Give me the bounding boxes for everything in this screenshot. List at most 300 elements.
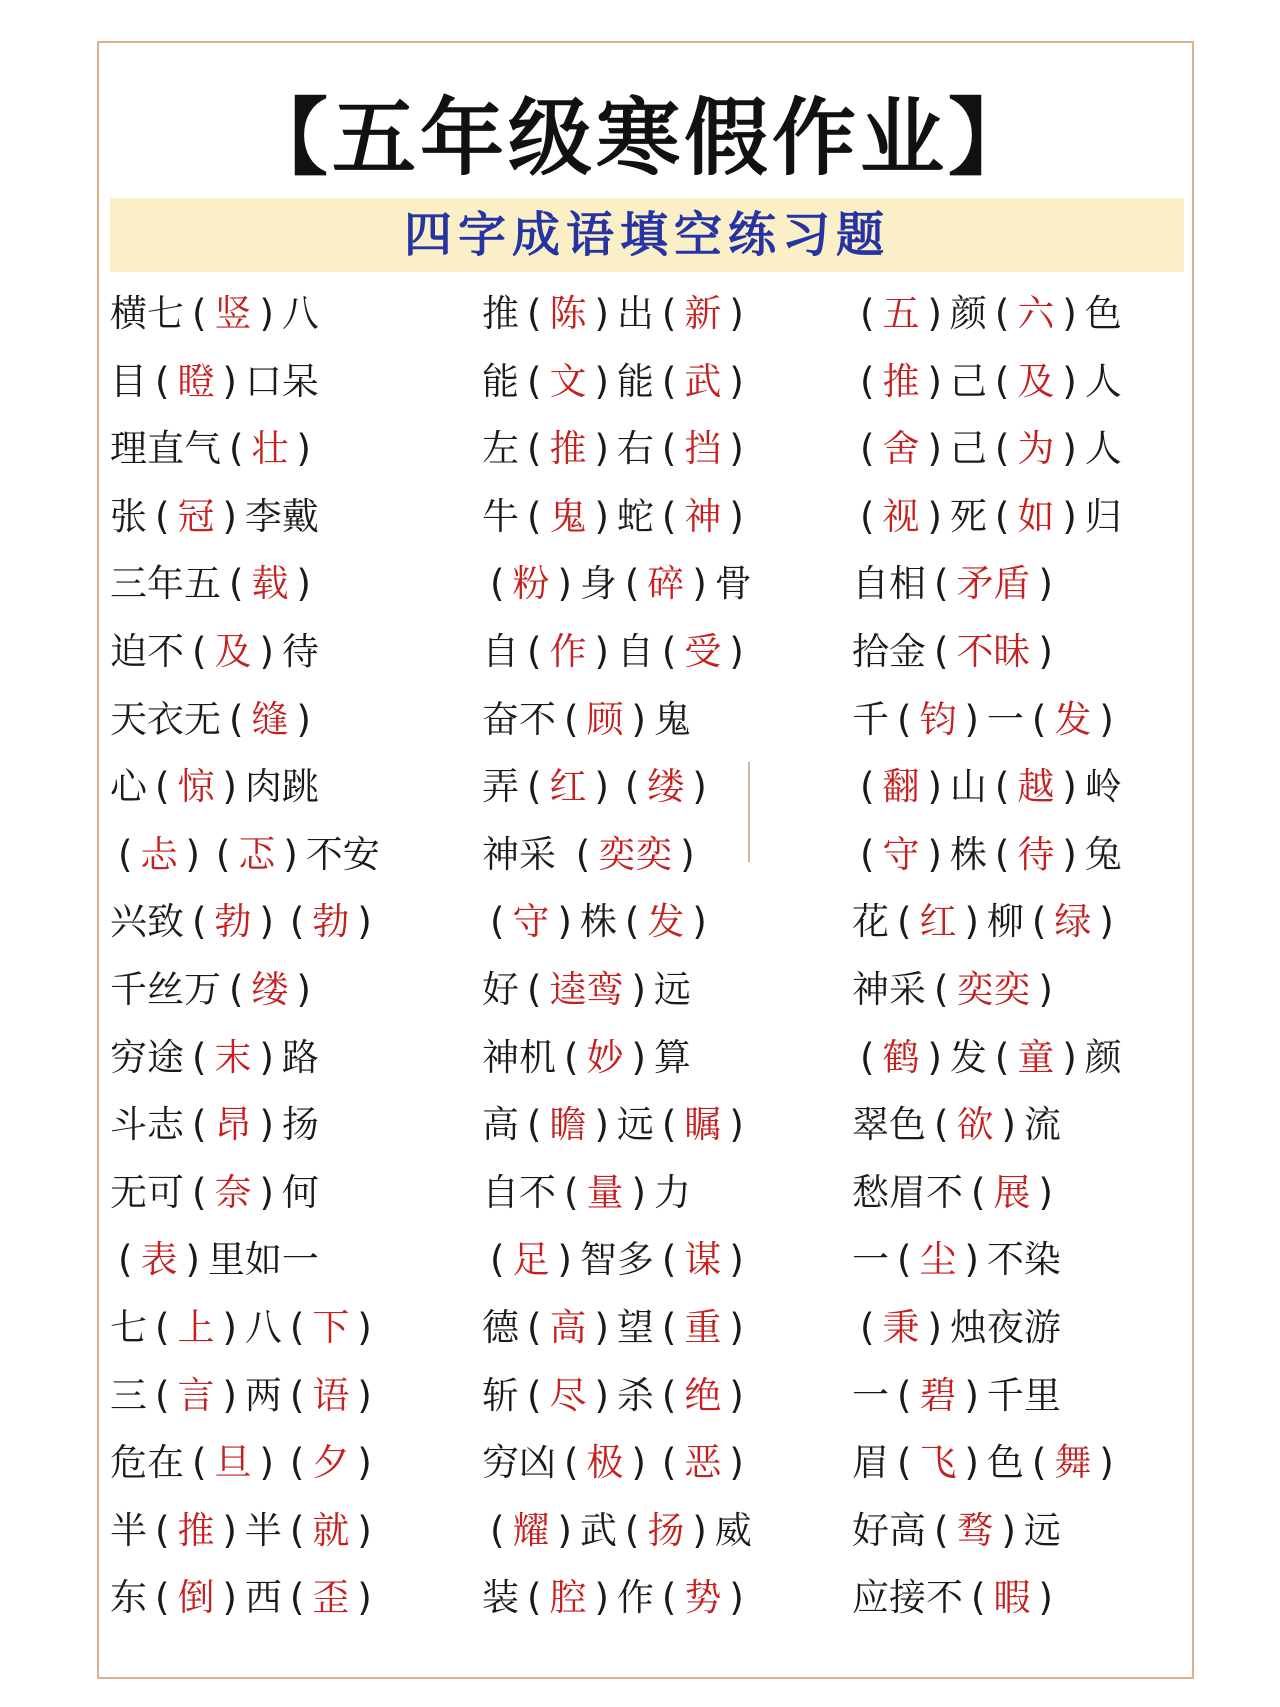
idiom-answer: 语: [312, 1373, 350, 1417]
idiom-text: 不安: [305, 832, 380, 876]
idiom-answer: 势: [684, 1576, 722, 1620]
open-paren: (: [564, 1035, 579, 1079]
idiom-grid: [110, 280, 1190, 1650]
idiom-row: [110, 1159, 470, 1227]
idiom-text: 能: [616, 359, 654, 403]
open-paren: (: [897, 1238, 912, 1282]
open-paren: (: [192, 1170, 207, 1214]
open-paren: (: [971, 1576, 986, 1620]
open-paren: (: [624, 562, 640, 606]
idiom-text: 两: [244, 1373, 282, 1417]
open-paren: (: [1031, 1441, 1047, 1485]
close-paren: ): [729, 359, 744, 403]
close-paren: ): [927, 427, 942, 471]
open-paren: (: [934, 1508, 949, 1552]
idiom-row: [110, 550, 470, 618]
open-paren: (: [624, 1508, 640, 1552]
close-paren: ): [1001, 1103, 1016, 1147]
open-paren: (: [860, 359, 875, 403]
idiom-answer: 绿: [1054, 900, 1092, 944]
open-paren: (: [289, 1508, 305, 1552]
idiom-row: [482, 483, 842, 551]
open-paren: (: [564, 1441, 579, 1485]
idiom-answer: 待: [1017, 832, 1055, 876]
close-paren: ): [259, 1103, 274, 1147]
idiom-row: [110, 1226, 470, 1294]
close-paren: ): [692, 562, 707, 606]
idiom-text: 弄: [482, 765, 519, 809]
idiom-answer: 逵鸾: [549, 967, 624, 1011]
idiom-text: 千丝万: [110, 967, 221, 1011]
idiom-row: [482, 686, 842, 754]
idiom-row: [482, 1159, 842, 1227]
close-paren: ): [259, 292, 274, 335]
open-paren: (: [860, 832, 875, 876]
close-paren: ): [927, 832, 942, 876]
close-paren: ): [729, 494, 744, 538]
close-paren: ): [964, 1238, 979, 1282]
open-paren: (: [897, 900, 912, 944]
idiom-row: [482, 1362, 842, 1430]
close-paren: ): [927, 1035, 942, 1079]
idiom-answer: 作: [549, 629, 587, 673]
open-paren: (: [897, 1373, 912, 1417]
idiom-row: [482, 1497, 842, 1565]
close-paren: ): [594, 629, 609, 673]
close-paren: ): [680, 832, 695, 876]
idiom-row: [482, 1429, 842, 1497]
idiom-text: 横七: [110, 292, 184, 335]
idiom-text: 目: [110, 359, 147, 403]
open-paren: (: [155, 1508, 170, 1552]
idiom-answer: 夕: [312, 1441, 350, 1485]
idiom-row: [852, 753, 1212, 821]
idiom-text: 一: [986, 697, 1024, 741]
idiom-answer: 重: [684, 1305, 722, 1349]
open-paren: (: [527, 292, 542, 335]
close-paren: ): [631, 1170, 646, 1214]
idiom-answer: 越: [1017, 765, 1055, 809]
close-paren: ): [729, 1373, 744, 1417]
idiom-row: [110, 280, 470, 348]
idiom-text: 人: [1084, 359, 1122, 403]
close-paren: ): [1038, 967, 1053, 1011]
close-paren: ): [1038, 629, 1053, 673]
close-paren: ): [1099, 1441, 1114, 1485]
close-paren: ): [927, 1305, 942, 1349]
close-paren: ): [1099, 697, 1114, 741]
idiom-answer: 不昧: [956, 629, 1031, 673]
close-paren: ): [357, 900, 372, 944]
idiom-text: 何: [281, 1170, 319, 1214]
close-paren: ): [222, 359, 237, 403]
idiom-text: 力: [653, 1170, 691, 1214]
close-paren: ): [729, 1238, 744, 1282]
idiom-row: [110, 483, 470, 551]
idiom-answer: 新: [684, 292, 722, 335]
idiom-answer: 视: [882, 494, 920, 538]
idiom-row: [852, 1564, 1212, 1632]
open-paren: (: [994, 765, 1010, 809]
close-paren: ): [594, 765, 609, 809]
open-paren: (: [661, 494, 677, 538]
open-paren: (: [192, 1441, 207, 1485]
close-paren: ): [631, 697, 646, 741]
idiom-text: 色: [1084, 292, 1122, 335]
idiom-row: [110, 348, 470, 416]
open-paren: (: [527, 1373, 542, 1417]
idiom-row: [482, 888, 842, 956]
idiom-row: [110, 415, 470, 483]
open-paren: (: [229, 697, 244, 741]
idiom-answer: 飞: [919, 1441, 957, 1485]
idiom-text: 人: [1084, 427, 1122, 471]
idiom-text: 威: [714, 1508, 752, 1552]
open-paren: (: [661, 1103, 677, 1147]
open-paren: (: [994, 1035, 1010, 1079]
open-paren: (: [994, 494, 1010, 538]
idiom-text: 株: [579, 900, 617, 944]
close-paren: ): [1062, 359, 1077, 403]
idiom-answer: 尘: [919, 1238, 957, 1282]
open-paren: (: [661, 359, 677, 403]
idiom-text: 蛇: [616, 494, 654, 538]
idiom-row: [482, 348, 842, 416]
close-paren: ): [927, 292, 942, 335]
open-paren: (: [934, 967, 949, 1011]
idiom-answer: 尽: [549, 1373, 587, 1417]
idiom-answer: 顾: [586, 697, 624, 741]
subtitle-band: [110, 198, 1184, 272]
open-paren: (: [624, 900, 640, 944]
idiom-text: 千: [852, 697, 889, 741]
idiom-answer: 昂: [214, 1103, 252, 1147]
open-paren: (: [192, 1035, 207, 1079]
idiom-answer: 勃: [214, 900, 252, 944]
open-paren: (: [1031, 900, 1047, 944]
idiom-text: 右: [616, 427, 654, 471]
idiom-text: 三年五: [110, 562, 221, 606]
idiom-text: 理直气: [110, 427, 221, 471]
idiom-text: 张: [110, 494, 147, 538]
idiom-answer: 腔: [549, 1576, 587, 1620]
idiom-answer: 言: [177, 1373, 215, 1417]
idiom-answer: 谋: [684, 1238, 722, 1282]
open-paren: (: [192, 629, 207, 673]
open-paren: (: [155, 1373, 170, 1417]
open-paren: (: [527, 427, 542, 471]
idiom-answer: 守: [882, 832, 920, 876]
close-paren: ): [185, 832, 200, 876]
open-paren: (: [215, 832, 231, 876]
idiom-text: 兔: [1084, 832, 1122, 876]
open-paren: (: [661, 1238, 677, 1282]
idiom-answer: 奕奕: [956, 967, 1031, 1011]
idiom-row: [110, 821, 470, 889]
close-paren: ): [1038, 1576, 1053, 1620]
idiom-answer: 绝: [684, 1373, 722, 1417]
idiom-text: 半: [244, 1508, 282, 1552]
idiom-text: 算: [653, 1035, 691, 1079]
close-paren: ): [927, 494, 942, 538]
open-paren: (: [155, 1305, 170, 1349]
idiom-text: 发: [949, 1035, 987, 1079]
close-paren: ): [1001, 1508, 1016, 1552]
idiom-text: 拾金: [852, 629, 926, 673]
open-paren: (: [192, 292, 207, 335]
open-paren: (: [661, 1305, 677, 1349]
idiom-answer: 壮: [251, 427, 289, 471]
idiom-answer: 勃: [312, 900, 350, 944]
idiom-answer: 上: [177, 1305, 215, 1349]
close-paren: ): [729, 629, 744, 673]
idiom-answer: 钧: [919, 697, 957, 741]
idiom-text: 德: [482, 1305, 519, 1349]
idiom-answer: 秉: [882, 1305, 920, 1349]
idiom-text: 千里: [986, 1373, 1061, 1417]
idiom-answer: 载: [251, 562, 289, 606]
close-paren: ): [557, 1238, 572, 1282]
idiom-row: [852, 956, 1212, 1024]
idiom-row: [852, 1362, 1212, 1430]
idiom-text: 远: [616, 1103, 654, 1147]
idiom-text: 天衣无: [110, 697, 221, 741]
idiom-text: 心: [110, 765, 147, 809]
idiom-answer: 量: [586, 1170, 624, 1214]
idiom-answer: 表: [140, 1238, 178, 1282]
idiom-text: 肉跳: [244, 765, 319, 809]
idiom-answer: 碧: [919, 1373, 957, 1417]
idiom-answer: 粉: [512, 562, 550, 606]
idiom-answer: 竖: [214, 292, 252, 335]
close-paren: ): [964, 697, 979, 741]
open-paren: (: [860, 292, 875, 335]
idiom-text: 神机: [482, 1035, 556, 1079]
idiom-text: 不染: [986, 1238, 1061, 1282]
idiom-answer: 缕: [647, 765, 685, 809]
idiom-text: 花: [852, 900, 889, 944]
idiom-answer: 骛: [956, 1508, 994, 1552]
idiom-row: [482, 618, 842, 686]
idiom-answer: 文: [549, 359, 587, 403]
idiom-text: 自不: [482, 1170, 556, 1214]
close-paren: ): [222, 1576, 237, 1620]
close-paren: ): [594, 1576, 609, 1620]
open-paren: (: [527, 629, 542, 673]
open-paren: (: [860, 1305, 875, 1349]
idiom-answer: 暇: [993, 1576, 1031, 1620]
close-paren: ): [594, 1103, 609, 1147]
close-paren: ): [357, 1576, 372, 1620]
open-paren: (: [564, 697, 579, 741]
idiom-answer: 扬: [647, 1508, 685, 1552]
close-paren: ): [1099, 900, 1114, 944]
idiom-answer: 及: [1017, 359, 1055, 403]
idiom-row: [852, 888, 1212, 956]
close-paren: ): [259, 1441, 274, 1485]
page-title: 【五年级寒假作业】: [243, 88, 1036, 187]
idiom-answer: 挡: [684, 427, 722, 471]
idiom-row: [110, 1497, 470, 1565]
idiom-text: 自: [482, 629, 519, 673]
idiom-text: 斩: [482, 1373, 519, 1417]
idiom-column-3: [852, 280, 1212, 1632]
idiom-answer: 足: [512, 1238, 550, 1282]
idiom-text: 西: [244, 1576, 282, 1620]
open-paren: (: [971, 1170, 986, 1214]
idiom-answer: 及: [214, 629, 252, 673]
open-paren: (: [860, 1035, 875, 1079]
idiom-answer: 舞: [1054, 1441, 1092, 1485]
close-paren: ): [594, 427, 609, 471]
idiom-text: 推: [482, 292, 519, 335]
idiom-row: [110, 956, 470, 1024]
close-paren: ): [296, 427, 311, 471]
idiom-text: 颜: [1084, 1035, 1122, 1079]
close-paren: ): [1062, 427, 1077, 471]
open-paren: (: [289, 1576, 305, 1620]
idiom-answer: 红: [549, 765, 587, 809]
open-paren: (: [661, 427, 677, 471]
idiom-column-2: [482, 280, 842, 1632]
close-paren: ): [729, 1305, 744, 1349]
open-paren: (: [934, 1103, 949, 1147]
open-paren: (: [490, 900, 505, 944]
idiom-text: 鬼: [653, 697, 691, 741]
idiom-row: [482, 1024, 842, 1092]
close-paren: ): [296, 697, 311, 741]
close-paren: ): [557, 900, 572, 944]
idiom-row: [482, 550, 842, 618]
idiom-answer: 六: [1017, 292, 1055, 335]
close-paren: ): [729, 1441, 744, 1485]
close-paren: ): [296, 562, 311, 606]
idiom-text: 株: [949, 832, 987, 876]
idiom-text: 穷途: [110, 1035, 184, 1079]
idiom-text: 三: [110, 1373, 147, 1417]
idiom-answer: 歪: [312, 1576, 350, 1620]
idiom-text: 颜: [949, 292, 987, 335]
open-paren: (: [934, 629, 949, 673]
idiom-row: [110, 1024, 470, 1092]
idiom-answer: 舍: [882, 427, 920, 471]
idiom-text: 岭: [1084, 765, 1122, 809]
idiom-answer: 妙: [586, 1035, 624, 1079]
idiom-answer: 欲: [956, 1103, 994, 1147]
idiom-text: 身: [579, 562, 617, 606]
idiom-text: 扬: [281, 1103, 319, 1147]
close-paren: ): [729, 1576, 744, 1620]
idiom-text: 自相: [852, 562, 926, 606]
close-paren: ): [222, 494, 237, 538]
idiom-text: 翠色: [852, 1103, 926, 1147]
idiom-text: 武: [579, 1508, 617, 1552]
open-paren: (: [490, 1238, 505, 1282]
idiom-row: [482, 1091, 842, 1159]
idiom-answer: 缝: [251, 697, 289, 741]
idiom-answer: 陈: [549, 292, 587, 335]
idiom-answer: 奈: [214, 1170, 252, 1214]
idiom-text: 望: [616, 1305, 654, 1349]
close-paren: ): [357, 1373, 372, 1417]
open-paren: (: [527, 765, 542, 809]
idiom-row: [110, 1362, 470, 1430]
idiom-text: 色: [986, 1441, 1024, 1485]
idiom-row: [852, 483, 1212, 551]
close-paren: ): [594, 1305, 609, 1349]
idiom-text: 斗志: [110, 1103, 184, 1147]
idiom-row: [110, 686, 470, 754]
idiom-answer: 瞪: [177, 359, 215, 403]
close-paren: ): [927, 765, 942, 809]
idiom-text: 高: [482, 1103, 519, 1147]
close-paren: ): [557, 1508, 572, 1552]
close-paren: ): [594, 359, 609, 403]
open-paren: (: [994, 359, 1010, 403]
idiom-text: 半: [110, 1508, 147, 1552]
open-paren: (: [661, 629, 677, 673]
idiom-text: 神采: [482, 832, 568, 876]
idiom-text: 出: [616, 292, 654, 335]
open-paren: (: [289, 1373, 305, 1417]
idiom-text: 死: [949, 494, 987, 538]
idiom-row: [110, 1429, 470, 1497]
idiom-text: 口呆: [244, 359, 319, 403]
idiom-text: 骨: [714, 562, 752, 606]
idiom-row: [852, 821, 1212, 889]
close-paren: ): [594, 1373, 609, 1417]
close-paren: ): [594, 292, 609, 335]
open-paren: (: [860, 494, 875, 538]
idiom-text: 迫不: [110, 629, 184, 673]
idiom-answer: 红: [919, 900, 957, 944]
idiom-row: [110, 888, 470, 956]
close-paren: ): [964, 900, 979, 944]
close-paren: ): [259, 900, 274, 944]
open-paren: (: [624, 765, 640, 809]
idiom-text: 兴致: [110, 900, 184, 944]
open-paren: (: [289, 1441, 305, 1485]
idiom-row: [482, 956, 842, 1024]
close-paren: ): [557, 562, 572, 606]
idiom-row: [852, 1091, 1212, 1159]
close-paren: ): [1062, 765, 1077, 809]
idiom-text: 好: [482, 967, 519, 1011]
open-paren: (: [934, 562, 949, 606]
idiom-answer: 鹤: [882, 1035, 920, 1079]
idiom-text: 归: [1084, 494, 1122, 538]
close-paren: ): [222, 1373, 237, 1417]
idiom-text: 牛: [482, 494, 519, 538]
idiom-row: [852, 348, 1212, 416]
open-paren: (: [490, 1508, 505, 1552]
idiom-answer: 忐: [140, 832, 178, 876]
idiom-text: 神采: [852, 967, 926, 1011]
open-paren: (: [897, 697, 912, 741]
idiom-answer: 推: [882, 359, 920, 403]
close-paren: ): [631, 1441, 646, 1485]
idiom-text: 穷凶: [482, 1441, 556, 1485]
close-paren: ): [357, 1508, 372, 1552]
close-paren: ): [594, 494, 609, 538]
idiom-text: 好高: [852, 1508, 926, 1552]
close-paren: ): [692, 765, 707, 809]
idiom-row: [852, 1024, 1212, 1092]
idiom-answer: 武: [684, 359, 722, 403]
idiom-answer: 恶: [684, 1441, 722, 1485]
close-paren: ): [1062, 494, 1077, 538]
open-paren: (: [229, 427, 244, 471]
